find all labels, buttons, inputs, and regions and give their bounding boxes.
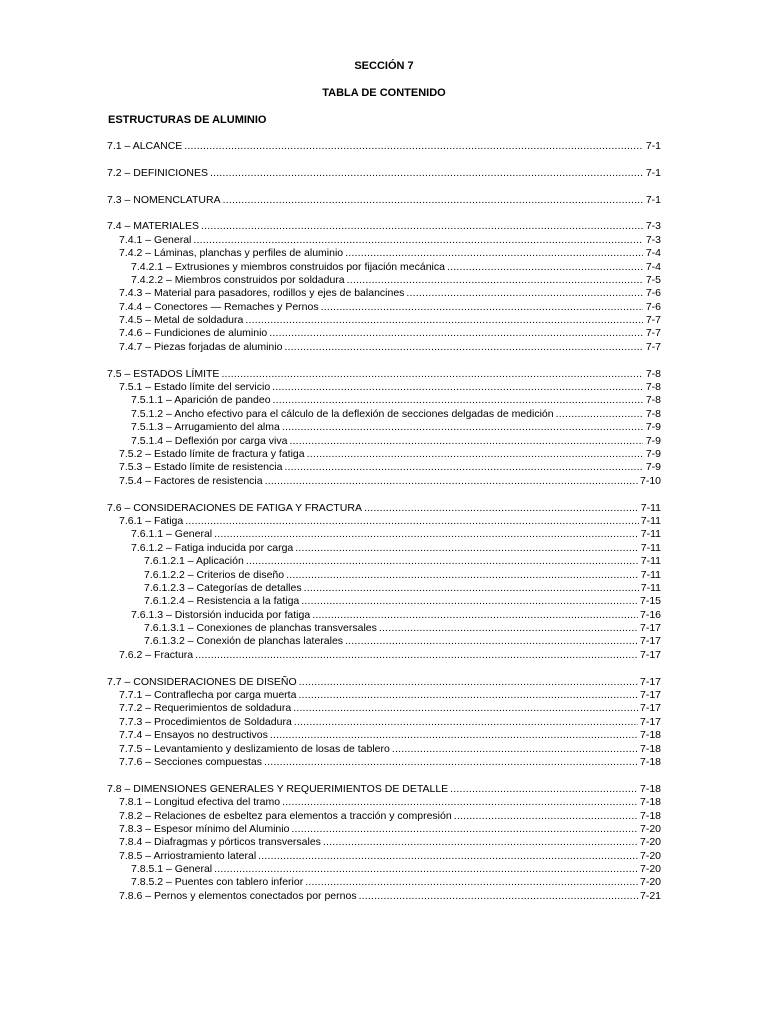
toc-entry[interactable] <box>131 863 661 876</box>
toc-entry-label: 7.8.5.1 – General <box>131 863 213 876</box>
toc-entry-page: 7-18 <box>639 809 661 822</box>
toc-leader-dots <box>323 836 638 849</box>
toc-entry[interactable] <box>119 234 661 247</box>
toc-entry-page: 7-9 <box>645 461 661 474</box>
toc-entry[interactable] <box>119 341 661 354</box>
toc-entry-page: 7-11 <box>640 528 661 541</box>
toc-entry-page: 7-11 <box>640 501 661 514</box>
toc-entry-label: 7.4 – MATERIALES <box>107 220 200 233</box>
toc-leader-dots <box>214 863 638 876</box>
toc-leader-dots <box>454 810 638 823</box>
toc-entry-label: 7.3 – NOMENCLATURA <box>107 193 221 206</box>
toc-entry-label: 7.7 – CONSIDERACIONES DE DISEÑO <box>107 675 297 688</box>
toc-leader-dots <box>312 609 638 622</box>
toc-leader-dots <box>305 876 638 889</box>
toc-entry-page: 7-7 <box>645 314 661 327</box>
toc-entry[interactable] <box>119 743 661 756</box>
toc-entry-label: 7.5.2 – Estado límite de fractura y fatiga <box>119 447 305 460</box>
toc-leader-dots <box>272 381 643 394</box>
toc-entry-page: 7-17 <box>639 702 661 715</box>
toc-leader-dots <box>298 689 638 702</box>
toc-entry-label: 7.6.1.3 – Distorsión inducida por fatiga <box>131 608 311 621</box>
toc-entry-page: 7-17 <box>639 648 661 661</box>
toc-entry-label: 7.5 – ESTADOS LÍMITE <box>107 367 220 380</box>
toc-entry-page: 7-11 <box>640 555 661 568</box>
toc-entry[interactable] <box>131 408 661 421</box>
toc-leader-dots <box>294 716 638 729</box>
toc-entry-page: 7-17 <box>639 689 661 702</box>
toc-leader-dots <box>301 595 638 608</box>
toc-entry[interactable] <box>107 368 661 381</box>
toc-entry-page: 7-18 <box>639 796 661 809</box>
toc-entry-label: 7.8.1 – Longitud efectiva del tramo <box>119 796 281 809</box>
toc-leader-dots <box>282 421 643 434</box>
toc-entry-label: 7.4.2 – Láminas, planchas y perfiles de aluminio <box>119 247 344 260</box>
toc-entry-label: 7.4.1 – General <box>119 233 192 246</box>
toc-entry[interactable] <box>107 783 661 796</box>
toc-entry-page: 7-11 <box>640 541 661 554</box>
toc-title: TABLA DE CONTENIDO <box>322 87 446 99</box>
toc-entry-page: 7-18 <box>639 742 661 755</box>
toc-entry-page: 7-7 <box>645 340 661 353</box>
toc-entry-page: 7-20 <box>639 836 661 849</box>
toc-entry[interactable] <box>119 461 661 474</box>
toc-entry-page: 7-6 <box>645 300 661 313</box>
toc-leader-dots <box>265 475 638 488</box>
toc-leader-dots <box>345 635 638 648</box>
toc-leader-dots <box>284 341 643 354</box>
toc-leader-dots <box>201 220 643 233</box>
toc-entry-label: 7.4.5 – Metal de soldadura <box>119 314 244 327</box>
toc-leader-dots <box>345 247 643 260</box>
toc-entry[interactable] <box>119 729 661 742</box>
toc-entry-page: 7-21 <box>639 889 661 902</box>
toc-leader-dots <box>245 314 643 327</box>
toc-spacer <box>0 769 768 782</box>
toc-entry-page: 7-9 <box>645 421 661 434</box>
toc-entry-label: 7.8.5 – Arriostramiento lateral <box>119 849 257 862</box>
toc-entry-label: 7.4.2.1 – Extrusiones y miembros construidos por fijación mecánica <box>131 260 445 273</box>
toc-entry-label: 7.6.1.2.4 – Resistencia a la fatiga <box>144 595 300 608</box>
toc-entry-page: 7-17 <box>639 675 661 688</box>
toc-entry[interactable] <box>144 622 661 635</box>
toc-entry-page: 7-8 <box>645 367 661 380</box>
toc-leader-dots <box>185 515 639 528</box>
toc-entry-label: 7.7.3 – Procedimientos de Soldadura <box>119 715 292 728</box>
toc-entry-label: 7.6.1.2.3 – Categorías de detalles <box>144 581 302 594</box>
toc-entry-page: 7-17 <box>639 715 661 728</box>
toc-entry[interactable] <box>131 261 661 274</box>
toc-leader-dots <box>258 850 638 863</box>
toc-entry-label: 7.8.5.2 – Puentes con tablero inferior <box>131 876 304 889</box>
toc-leader-dots <box>184 140 643 153</box>
toc-entry-label: 7.5.4 – Factores de resistencia <box>119 474 263 487</box>
toc-leader-dots <box>347 274 643 287</box>
toc-leader-dots <box>195 649 638 662</box>
toc-leader-dots <box>214 528 639 541</box>
toc-entry-page: 7-10 <box>639 474 661 487</box>
toc-entry-page: 7-7 <box>645 327 661 340</box>
toc-entry[interactable] <box>119 689 661 702</box>
toc-leader-dots <box>289 435 643 448</box>
toc-leader-dots <box>364 502 639 515</box>
toc-leader-dots <box>295 542 638 555</box>
toc-entry[interactable] <box>131 421 661 434</box>
toc-entry-page: 7-5 <box>645 273 661 286</box>
toc-entry-page: 7-18 <box>639 755 661 768</box>
toc-entry-page: 7-9 <box>645 434 661 447</box>
toc-entry[interactable] <box>119 649 661 662</box>
toc-leader-dots <box>379 622 638 635</box>
toc-entry-label: 7.4.2.2 – Miembros construidos por soldadura <box>131 273 345 286</box>
toc-entry-label: 7.6.1.2.1 – Aplicación <box>144 555 244 568</box>
toc-leader-dots <box>221 368 643 381</box>
toc-entry-page: 7-17 <box>639 635 661 648</box>
toc-leader-dots <box>193 234 643 247</box>
toc-entry-label: 7.7.6 – Secciones compuestas <box>119 755 263 768</box>
toc-leader-dots <box>406 287 643 300</box>
toc-entry-label: 7.5.1.1 – Aparición de pandeo <box>131 394 271 407</box>
toc-entry[interactable] <box>144 582 661 595</box>
toc-entry[interactable] <box>107 502 661 515</box>
toc-entry-page: 7-18 <box>639 729 661 742</box>
toc-entry-label: 7.4.4 – Conectores — Remaches y Pernos <box>119 300 319 313</box>
toc-entry-label: 7.7.5 – Levantamiento y deslizamiento de losas de tablero <box>119 742 390 755</box>
toc-leader-dots <box>359 890 638 903</box>
toc-entry[interactable] <box>131 542 661 555</box>
toc-entry[interactable] <box>144 595 661 608</box>
toc-entry-page: 7-11 <box>640 568 661 581</box>
toc-entry[interactable] <box>119 327 661 340</box>
toc-entry-label: 7.8.6 – Pernos y elementos conectados por pernos <box>119 889 357 902</box>
toc-leader-dots <box>210 167 643 180</box>
toc-entry-page: 7-20 <box>639 876 661 889</box>
toc-entry[interactable] <box>119 756 661 769</box>
toc-entry-label: 7.1 – ALCANCE <box>107 140 183 152</box>
toc-entry-label: 7.5.1.4 – Deflexión por carga viva <box>131 434 288 447</box>
toc-entry[interactable] <box>119 247 661 260</box>
toc-entry[interactable] <box>119 702 661 715</box>
toc-entry-page: 7-3 <box>645 220 661 233</box>
toc-entry[interactable] <box>119 515 661 528</box>
toc-leader-dots <box>246 555 639 568</box>
toc-entry[interactable] <box>119 823 661 836</box>
toc-entry-page: 7-11 <box>640 581 661 594</box>
toc-entry[interactable] <box>131 609 661 622</box>
table-of-contents <box>0 140 768 903</box>
toc-entry-label: 7.6.1.2.2 – Criterios de diseño <box>144 568 285 581</box>
toc-leader-dots <box>307 448 643 461</box>
toc-entry[interactable] <box>119 301 661 314</box>
toc-entry[interactable] <box>119 850 661 863</box>
toc-entry-label: 7.6.2 – Fractura <box>119 648 194 661</box>
toc-entry-page: 7-3 <box>645 233 661 246</box>
toc-entry-label: 7.5.3 – Estado límite de resistencia <box>119 461 283 474</box>
toc-entry-label: 7.8.3 – Espesor mínimo del Aluminio <box>119 822 290 835</box>
toc-spacer <box>0 354 768 367</box>
toc-entry[interactable] <box>119 890 661 903</box>
toc-entry[interactable] <box>131 435 661 448</box>
toc-spacer <box>0 488 768 501</box>
toc-entry-label: 7.4.6 – Fundiciones de aluminio <box>119 327 268 340</box>
section-number: SECCIÓN 7 <box>354 60 414 72</box>
toc-entry[interactable] <box>119 448 661 461</box>
toc-entry[interactable] <box>144 555 661 568</box>
toc-spacer <box>0 180 768 193</box>
toc-entry[interactable] <box>119 796 661 809</box>
toc-entry-label: 7.7.2 – Requerimientos de soldadura <box>119 702 292 715</box>
toc-entry[interactable] <box>107 194 661 207</box>
toc-entry-label: 7.8.4 – Diafragmas y pórticos transversales <box>119 836 321 849</box>
toc-entry[interactable] <box>119 716 661 729</box>
toc-leader-dots <box>291 823 638 836</box>
toc-entry-page: 7-16 <box>639 608 661 621</box>
toc-entry-label: 7.6.1.3.1 – Conexiones de planchas transversales <box>144 622 377 635</box>
toc-leader-dots <box>556 408 643 421</box>
toc-entry-page: 7-4 <box>645 247 661 260</box>
toc-spacer <box>0 153 768 166</box>
toc-entry-page: 7-20 <box>639 849 661 862</box>
toc-leader-dots <box>286 569 639 582</box>
toc-entry-label: 7.6.1.3.2 – Conexión de planchas laterales <box>144 635 344 648</box>
toc-entry[interactable] <box>119 810 661 823</box>
toc-leader-dots <box>223 194 643 207</box>
toc-entry-page: 7-1 <box>645 140 661 152</box>
toc-spacer <box>0 207 768 220</box>
toc-entry-label: 7.8.2 – Relaciones de esbeltez para elementos a tracción y compresión <box>119 809 452 822</box>
toc-entry-page: 7-20 <box>639 822 661 835</box>
toc-entry-label: 7.4.7 – Piezas forjadas de aluminio <box>119 340 283 353</box>
toc-entry-label: 7.5.1 – Estado límite del servicio <box>119 381 271 394</box>
toc-entry-label: 7.5.1.3 – Arrugamiento del alma <box>131 421 280 434</box>
toc-entry-label: 7.4.3 – Material para pasadores, rodillos y ejes de balancines <box>119 287 405 300</box>
toc-entry-label: 7.7.1 – Contraflecha por carga muerta <box>119 689 297 702</box>
toc-entry-label: 7.6.1 – Fatiga <box>119 514 184 527</box>
toc-entry-page: 7-11 <box>640 514 661 527</box>
toc-entry[interactable] <box>107 167 661 180</box>
toc-leader-dots <box>282 796 638 809</box>
toc-entry-page: 7-18 <box>639 782 661 795</box>
toc-entry-label: 7.5.1.2 – Ancho efectivo para el cálculo de la deflexión de secciones delgadas de medición <box>131 407 554 420</box>
toc-entry-label: 7.6 – CONSIDERACIONES DE FATIGA Y FRACTURA <box>107 501 362 514</box>
toc-leader-dots <box>447 261 643 274</box>
toc-entry[interactable] <box>119 287 661 300</box>
toc-entry[interactable] <box>107 220 661 233</box>
toc-entry-page: 7-4 <box>645 260 661 273</box>
toc-entry[interactable] <box>131 394 661 407</box>
toc-entry-page: 7-6 <box>645 287 661 300</box>
toc-entry[interactable] <box>144 569 661 582</box>
toc-entry-page: 7-17 <box>639 622 661 635</box>
toc-entry[interactable] <box>144 635 661 648</box>
toc-entry-page: 7-15 <box>639 595 661 608</box>
toc-entry-page: 7-1 <box>645 193 661 206</box>
toc-entry-label: 7.7.4 – Ensayos no destructivos <box>119 729 268 742</box>
toc-leader-dots <box>299 676 638 689</box>
toc-entry-label: 7.6.1.1 – General <box>131 528 213 541</box>
toc-entry[interactable] <box>107 140 661 153</box>
toc-leader-dots <box>273 394 643 407</box>
toc-leader-dots <box>293 702 638 715</box>
toc-leader-dots <box>270 729 638 742</box>
toc-entry-page: 7-20 <box>639 863 661 876</box>
toc-spacer <box>0 662 768 675</box>
toc-entry-page: 7-8 <box>645 394 661 407</box>
toc-entry-page: 7-1 <box>645 166 661 179</box>
toc-leader-dots <box>284 461 643 474</box>
toc-entry[interactable] <box>119 314 661 327</box>
toc-entry[interactable] <box>119 381 661 394</box>
toc-entry-label: 7.8 – DIMENSIONES GENERALES Y REQUERIMIENTOS DE DETALLE <box>107 782 449 795</box>
subject-heading: ESTRUCTURAS DE ALUMINIO <box>108 114 267 126</box>
toc-entry-page: 7-8 <box>645 407 661 420</box>
toc-entry[interactable] <box>131 274 661 287</box>
toc-leader-dots <box>304 582 639 595</box>
toc-entry[interactable] <box>119 475 661 488</box>
toc-entry-label: 7.6.1.2 – Fatiga inducida por carga <box>131 541 294 554</box>
toc-leader-dots <box>269 327 643 340</box>
toc-leader-dots <box>264 756 638 769</box>
toc-leader-dots <box>321 301 643 314</box>
toc-entry[interactable] <box>119 836 661 849</box>
toc-leader-dots <box>392 743 638 756</box>
toc-entry[interactable] <box>131 876 661 889</box>
toc-entry-page: 7-8 <box>645 381 661 394</box>
toc-entry[interactable] <box>107 676 661 689</box>
toc-entry[interactable] <box>131 528 661 541</box>
toc-entry-page: 7-9 <box>645 447 661 460</box>
toc-entry-label: 7.2 – DEFINICIONES <box>107 166 208 179</box>
toc-leader-dots <box>450 783 638 796</box>
